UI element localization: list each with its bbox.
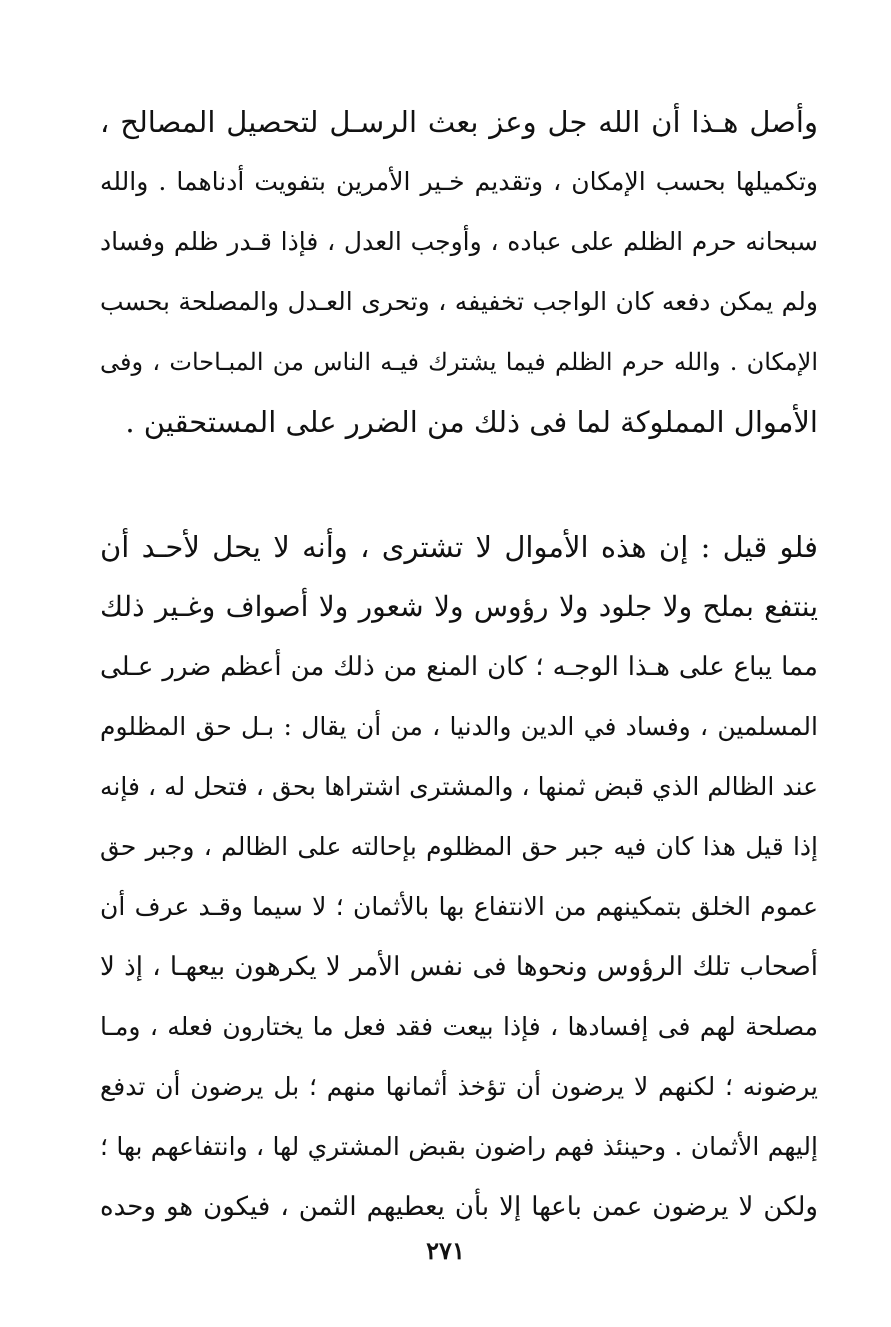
text-line: إليهم الأثمان . وحينئذ فهم راضون بقبض المشتري لها ، وانتفاعهم بها ؛ (100, 1132, 818, 1161)
text-line: وأصل هـذا أن الله جل وعز بعث الرسـل لتحصيل المصالح ، (100, 105, 818, 139)
paragraph-spacer (100, 452, 818, 517)
text-line: ولكن لا يرضون عمن باعها إلا بأن يعطيهم الثمن ، فيكون هو وحده (100, 1192, 818, 1222)
page-number: ٢٧١ (426, 1236, 465, 1265)
text-line: فلو قيل : إن هذه الأموال لا تشترى ، وأنه لا يحل لأحـد أن (100, 530, 818, 564)
text-line: يرضونه ؛ لكنهم لا يرضون أن تؤخذ أثمانها منهم ؛ بل يرضون أن تدفع (100, 1072, 818, 1101)
text-line: المسلمين ، وفساد في الدين والدنيا ، من أن يقال : بـل حق المظلوم (100, 712, 818, 741)
text-line: مصلحة لهم فى إفسادها ، فإذا بيعت فقد فعل ما يختارون فعله ، ومـا (100, 1012, 818, 1041)
text-line: الإمكان . والله حرم الظلم فيما يشترك فيـه الناس من المبـاحات ، وفى (100, 348, 818, 376)
text-line: أصحاب تلك الرؤوس ونحوها فى نفس الأمر لا يكرهون بيعهـا ، إذ لا (100, 952, 818, 982)
text-line: إذا قيل هذا كان فيه جبر حق المظلوم بإحالته على الظالم ، وجبر حق (100, 832, 818, 861)
text-line: وتكميلها بحسب الإمكان ، وتقديم خـير الأمرين بتفويت أدناهما . والله (100, 167, 818, 196)
paragraph-2 (100, 517, 818, 1237)
text-line: الأموال المملوكة لما فى ذلك من الضرر على المستحقين . (125, 405, 818, 439)
text-line: عند الظالم الذي قبض ثمنها ، والمشترى اشتراها بحق ، فتحل له ، فإنه (100, 772, 818, 801)
text-line: مما يباع على هـذا الوجـه ؛ كان المنع من ذلك من أعظم ضرر عـلى (100, 652, 818, 682)
text-line: عموم الخلق بتمكينهم من الانتفاع بها بالأثمان ؛ لا سيما وقـد عرف أن (100, 892, 818, 921)
paragraph-1 (100, 92, 818, 452)
text-line: سبحانه حرم الظلم على عباده ، وأوجب العدل ، فإذا قـدر ظلم وفساد (100, 227, 818, 256)
text-line: ولم يمكن دفعه كان الواجب تخفيفه ، وتحرى العـدل والمصلحة بحسب (100, 287, 818, 316)
text-line: ينتفع بملح ولا جلود ولا رؤوس ولا شعور ولا أصواف وغـير ذلك (100, 590, 818, 623)
page-body (100, 92, 818, 1237)
